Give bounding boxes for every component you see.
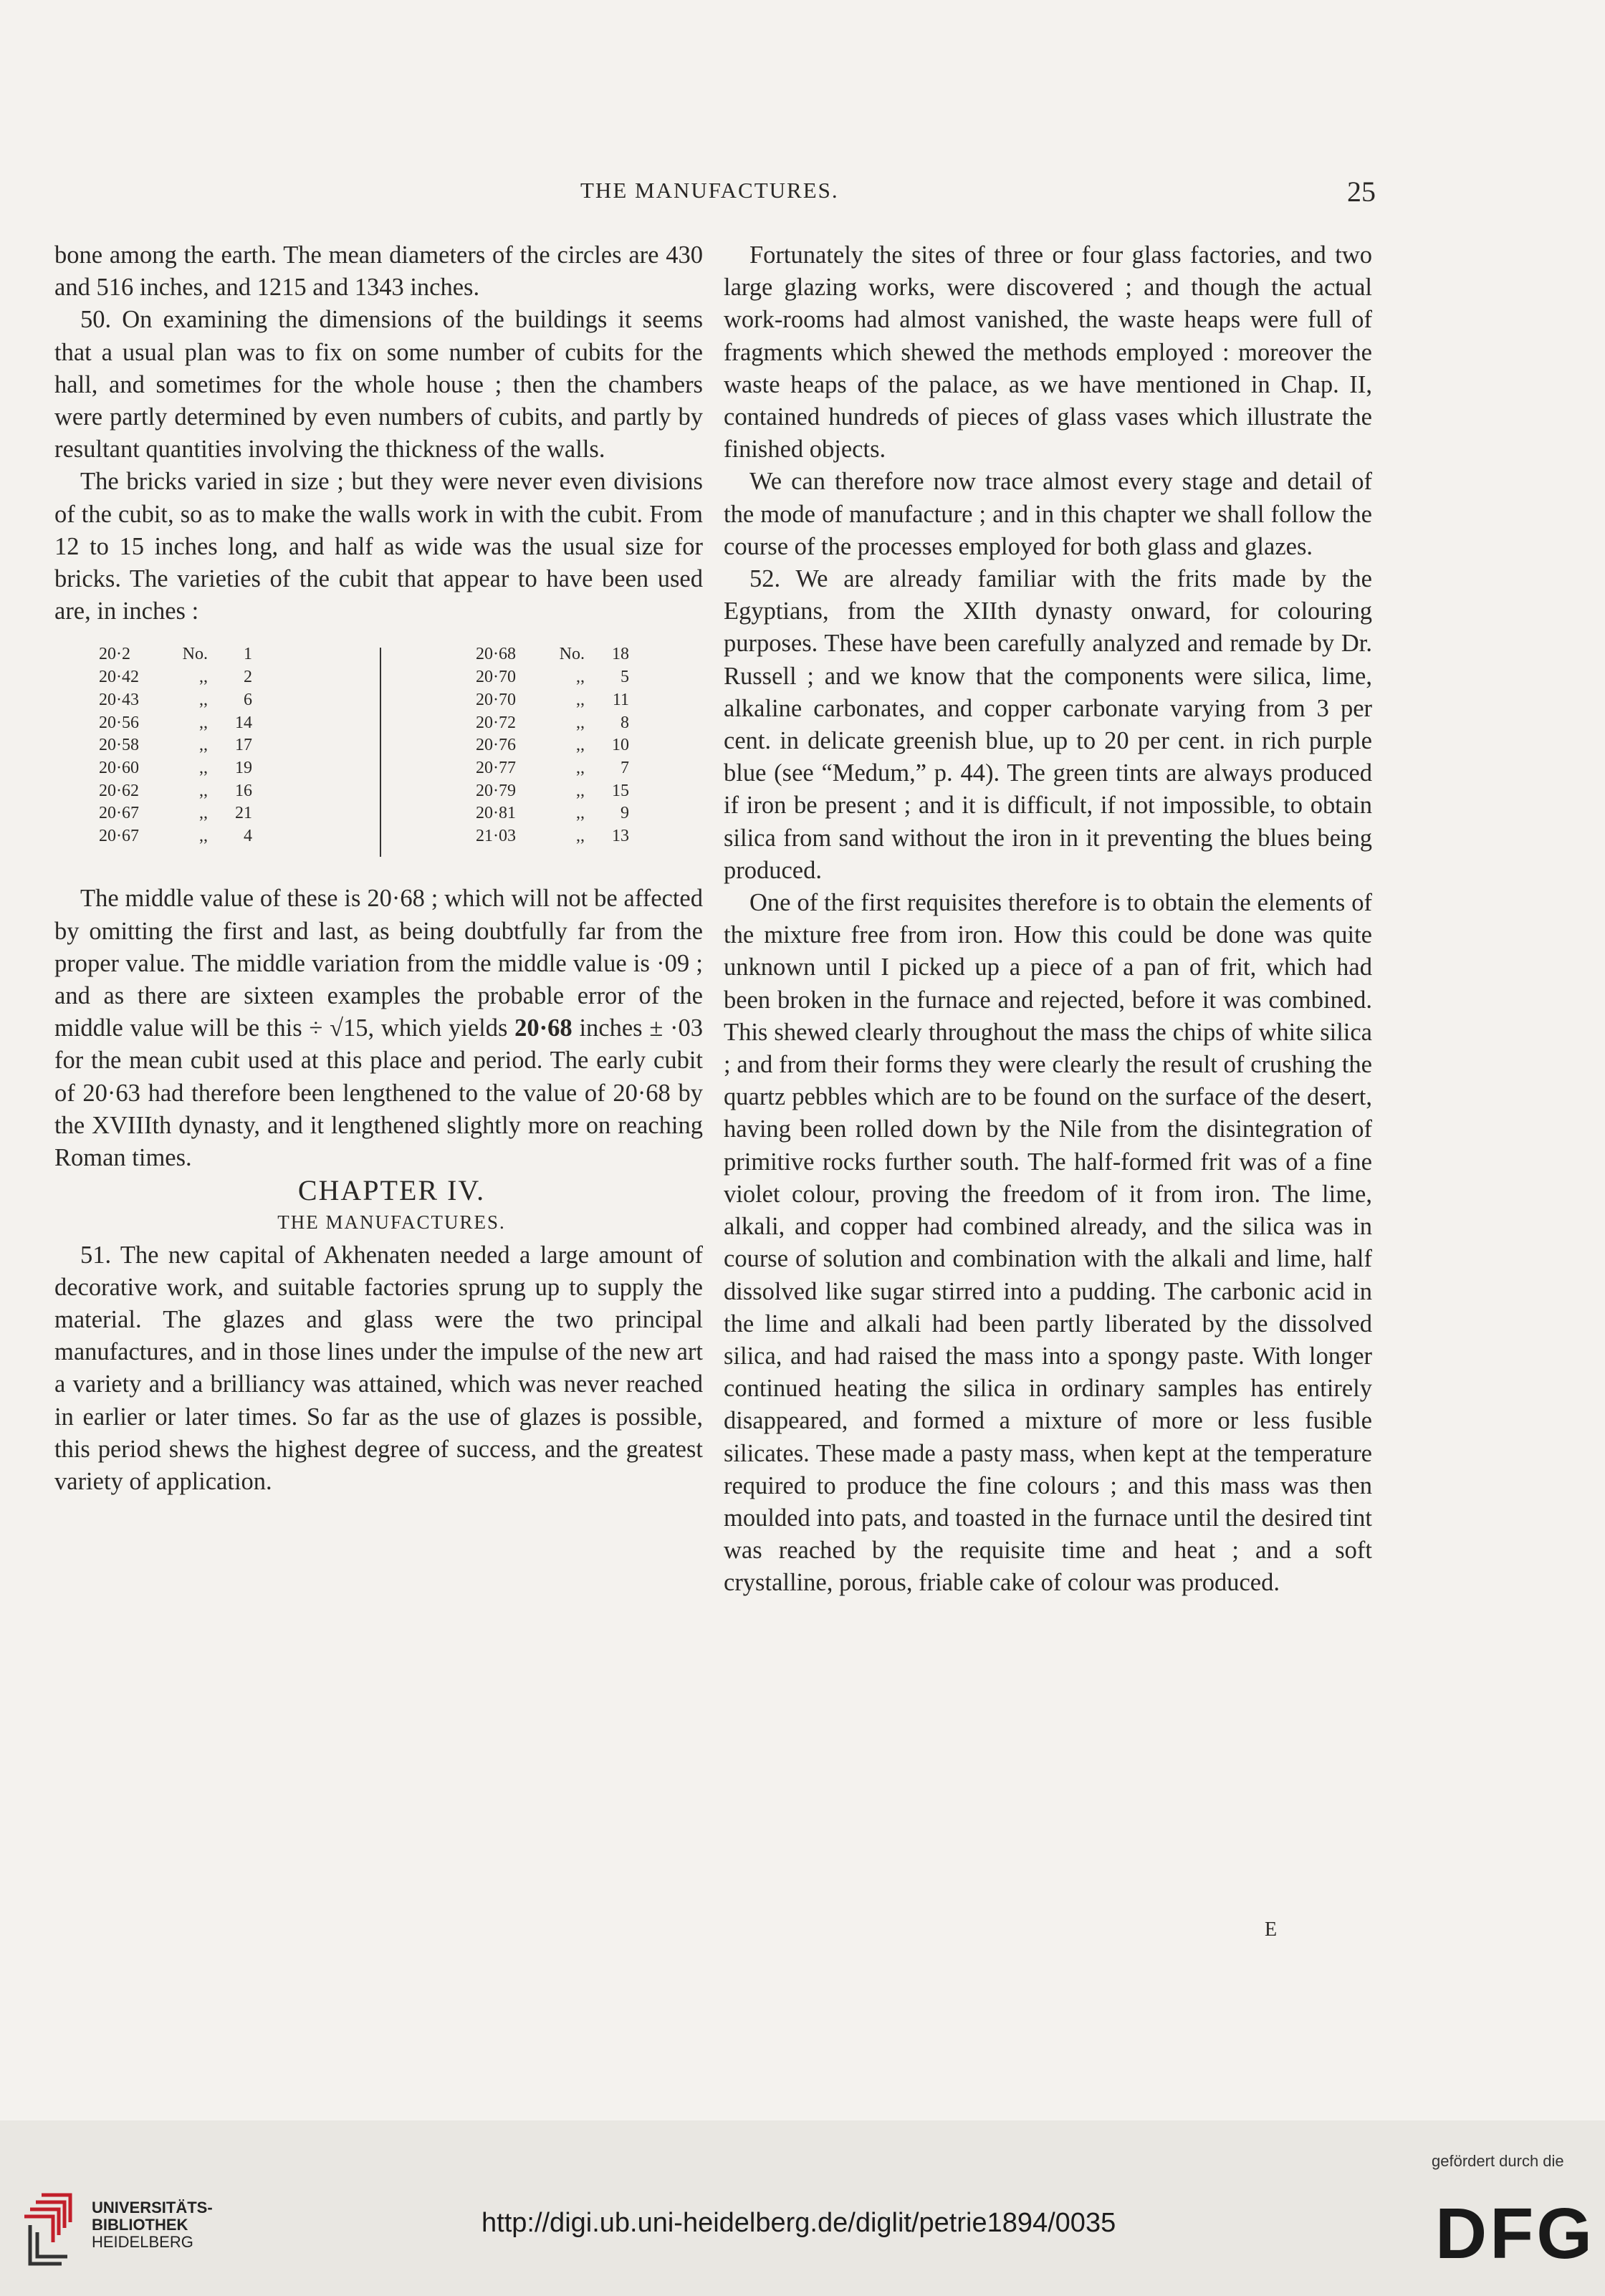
table-cell-value: 20·58	[99, 736, 139, 755]
library-name	[92, 2199, 213, 2251]
table-cell-number: 15	[612, 781, 629, 800]
table-cell-value: 20·56	[99, 713, 139, 732]
table-row	[99, 643, 252, 666]
library-name-line: HEIDELBERG	[92, 2233, 193, 2251]
table-cell-number: 1	[244, 645, 252, 664]
table-cell-value: 20·70	[476, 690, 516, 709]
table-cell-label: ,,	[199, 690, 208, 709]
table-cell-value: 20·67	[99, 826, 139, 845]
table-cell-value: 21·03	[476, 826, 516, 845]
paragraph: 50. On examining the dimensions of the buildings it seems that a usual plan was to fix on some number of cubits for the hall, and sometimes for the whole house ; then the chambers were partly determined by even numbers of cubits, and partly by resultant quantities involving the thickness of the walls.	[54, 306, 703, 463]
table-row	[476, 712, 629, 735]
table-cell-label: ,,	[576, 690, 585, 709]
table-cell-number: 21	[235, 804, 252, 823]
table-row	[99, 734, 252, 757]
table-cell-label: ,,	[199, 736, 208, 755]
table-row	[476, 734, 629, 757]
table-cell-label: ,,	[199, 804, 208, 823]
table-row	[99, 689, 252, 712]
table-cell-label: ,,	[199, 713, 208, 732]
library-logo-icon	[20, 2181, 85, 2272]
cubit-table-col-1	[99, 643, 252, 847]
table-row	[476, 757, 629, 780]
table-cell-label: No.	[182, 645, 208, 664]
table-cell-number: 6	[244, 690, 252, 709]
table-row	[476, 825, 629, 848]
library-name-line: UNIVERSITÄTS-	[92, 2199, 213, 2216]
table-row	[99, 802, 252, 825]
table-cell-value: 20·42	[99, 668, 139, 687]
table-cell-number: 2	[244, 668, 252, 687]
cubit-table-col-2	[476, 643, 629, 847]
table-cell-number: 9	[621, 804, 629, 823]
paragraph	[54, 883, 703, 1174]
page-header	[0, 178, 1605, 221]
chapter-heading: CHAPTER IV.	[297, 1174, 486, 1207]
table-row	[476, 689, 629, 712]
table-cell-number: 13	[612, 826, 629, 845]
right-column	[724, 239, 1372, 1600]
chapter-subheading: THE MANUFACTURES.	[277, 1211, 506, 1234]
dfg-logo: DFG	[1435, 2194, 1596, 2274]
table-cell-value: 20·43	[99, 690, 139, 709]
table-cell-number: 19	[235, 758, 252, 777]
table-cell-label: ,,	[576, 826, 585, 845]
table-cell-value: 20·77	[476, 758, 516, 777]
table-cell-value: 20·67	[99, 804, 139, 823]
paragraph-text: inches ± ·03 for the mean cubit used at this place and period. The early cubit of 20·63 had therefore been lengthened to the value of 20·68 by the XVIIIth dynasty, and it lengthened slightly more on reaching Roman times.	[54, 1014, 704, 1172]
table-cell-number: 7	[621, 758, 629, 777]
signature-mark: E	[1265, 1918, 1278, 1941]
page-number: 25	[1347, 176, 1376, 208]
paragraph: We can therefore now trace almost every stage and detail of the mode of manufacture ; and in this chapter we shall follow the course of the processes employed for both glass and glazes.	[724, 468, 1372, 560]
table-divider	[380, 648, 381, 857]
paragraph: The bricks varied in size ; but they were never even divisions of the cubit, so as to make the walls work in with the cubit. From 12 to 15 inches long, and half as wide was the usual size for bricks. The varieties of the cubit that appear to have been used are, in inches :	[54, 468, 703, 625]
table-cell-number: 17	[235, 736, 252, 755]
table-cell-value: 20·76	[476, 736, 516, 755]
table-cell-value: 20·62	[99, 781, 139, 800]
table-cell-label: ,,	[199, 781, 208, 800]
cubit-result: 20·68	[514, 1014, 572, 1042]
table-row	[99, 757, 252, 780]
table-cell-label: ,,	[576, 713, 585, 732]
table-cell-label: ,,	[576, 804, 585, 823]
table-row	[99, 825, 252, 848]
table-cell-value: 20·70	[476, 668, 516, 687]
table-cell-label: ,,	[199, 826, 208, 845]
table-cell-label: ,,	[199, 758, 208, 777]
running-title: THE MANUFACTURES.	[580, 178, 839, 203]
paragraph: Fortunately the sites of three or four glass factories, and two large glazing works, were discovered ; and though the actual work-rooms had almost vanished, the waste heaps were full of fragments which shewed the methods employed : moreover the waste heaps of the palace, as we have mentioned in Chap. II, contained hundreds of pieces of glass vases which illustrate the finished objects.	[724, 241, 1372, 463]
table-cell-value: 20·81	[476, 804, 516, 823]
table-row	[476, 666, 629, 689]
paragraph: One of the first requisites therefore is to obtain the elements of the mixture free from iron. How this could be done was quite unknown until I picked up a piece of a pan of frit, which had been broken in the furnace and rejected, before it was combined. This shewed clearly throughout the mass the chips of white silica ; and from their forms they were clearly the result of crushing the quartz pebbles which are to be found on the surface of the desert, having been rolled down by the Nile from the disintegration of primitive rocks further south. The half-formed frit was of a fine violet colour, proving the freedom of it from iron. The lime, alkali, and copper had combined already, and the silica was in course of solution and combination with the alkali and lime, half dissolved like sugar stirred into a pudding. The carbonic acid in the lime and alkali had been partly liberated by the dissolved silica, and had raised the mass into a spongy paste. With longer continued heating the silica in ordinary samples has entirely disappeared, and formed a mixture of more or less fusible silicates. These made a pasty mass, when kept at the temperature required to produce the fine colours ; and this mass was then moulded into pats, and toasted in the furnace until the desired tint was reached by the requisite time and heat ; and a soft crystalline, porous, friable cake of colour was produced.	[724, 889, 1372, 1597]
table-cell-number: 10	[612, 736, 629, 755]
permalink-url[interactable]: http://digi.ub.uni-heidelberg.de/diglit/petrie1894/0035	[481, 2208, 1116, 2238]
funded-by-label: gefördert durch die	[1432, 2152, 1564, 2170]
table-row	[476, 780, 629, 803]
table-cell-number: 4	[244, 826, 252, 845]
table-cell-number: 11	[612, 690, 629, 709]
table-row	[476, 802, 629, 825]
table-row	[476, 643, 629, 666]
table-cell-number: 5	[621, 668, 629, 687]
library-name-line: BIBLIOTHEK	[92, 2216, 188, 2234]
paragraph-text: The middle value of these is 20·68 ; which will not be affected by omitting the first and last, as being doubtfully far from the proper value. The middle variation from the middle value is ·09 ; and as there are sixteen examples the probable error of the middle value will be this ÷ √15, which yields	[54, 885, 703, 1042]
digitization-footer	[0, 2120, 1605, 2296]
paragraph: 51. The new capital of Akhenaten needed a large amount of decorative work, and suitable factories sprung up to supply the material. The glazes and glass were the two principal manufactures, and in those lines under the impulse of the new art a variety and a brilliancy was attained, which was never reached in earlier or later times. So far as the use of glazes is possible, this period shews the highest degree of success, and the greatest variety of application.	[54, 1241, 703, 1496]
paragraph: 52. We are already familiar with the frits made by the Egyptians, from the XIIth dynasty onward, for colouring purposes. These have been carefully analyzed and remade by Dr. Russell ; and we know that the components were silica, lime, alkaline carbonates, and copper carbonate varying from 3 per cent. in delicate greenish blue, up to 20 per cent. in rich purple blue (see “Medum,” p. 44). The green tints are always produced if iron be present ; and it is difficult, if not impossible, to obtain silica from sand without the iron in it preventing the blues being produced.	[724, 565, 1372, 884]
table-cell-label: No.	[559, 645, 585, 664]
table-cell-value: 20·72	[476, 713, 516, 732]
table-cell-value: 20·60	[99, 758, 139, 777]
table-row	[99, 712, 252, 735]
table-cell-value: 20·68	[476, 645, 516, 664]
table-cell-label: ,,	[576, 781, 585, 800]
table-cell-label: ,,	[576, 668, 585, 687]
left-column	[54, 239, 703, 1498]
paragraph: bone among the earth. The mean diameters of the circles are 430 and 516 inches, and 1215 and 1343 inches.	[54, 241, 703, 302]
table-cell-value: 20·79	[476, 781, 516, 800]
table-row	[99, 780, 252, 803]
cubit-table	[54, 643, 703, 863]
table-cell-number: 8	[621, 713, 629, 732]
table-cell-number: 14	[235, 713, 252, 732]
table-cell-value: 20·2	[99, 645, 130, 664]
table-cell-number: 18	[612, 645, 629, 664]
table-cell-number: 16	[235, 781, 252, 800]
table-row	[99, 666, 252, 689]
table-cell-label: ,,	[576, 758, 585, 777]
table-cell-label: ,,	[199, 668, 208, 687]
table-cell-label: ,,	[576, 736, 585, 755]
